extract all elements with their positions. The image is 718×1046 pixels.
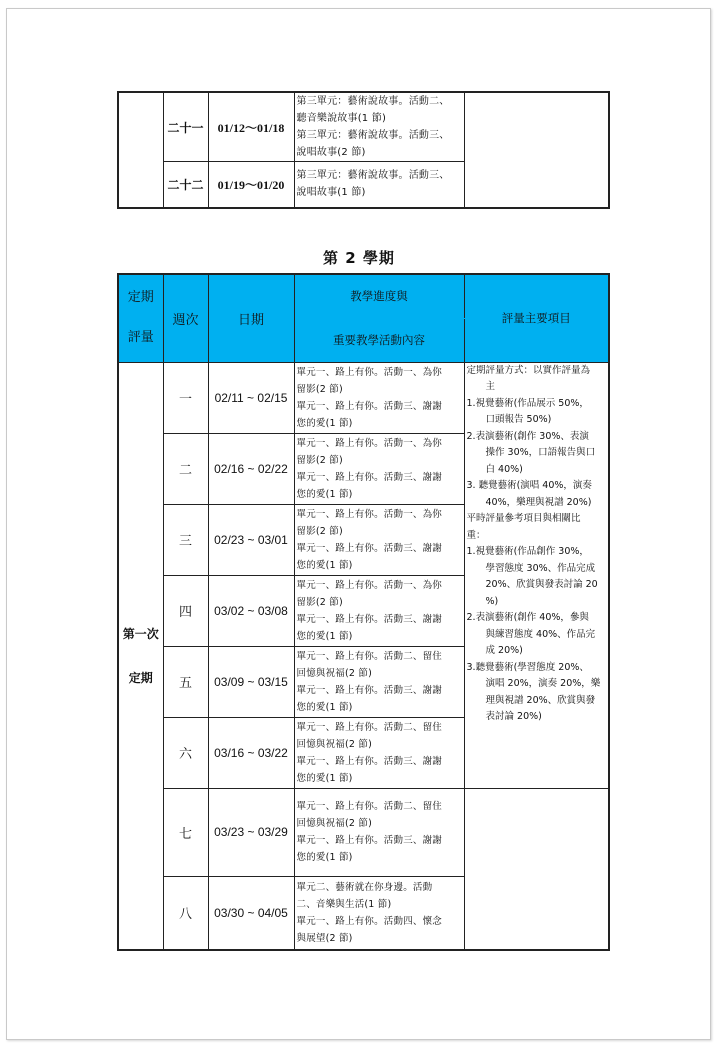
content-cell: 第三單元：藝術說故事。活動三、 說唱故事(1 節) [294,162,464,208]
date-cell: 03/30 ~ 04/05 [208,876,294,950]
date-cell: 01/19～01/20 [208,162,294,208]
eval-cell-empty [464,92,609,208]
week-cell: 七 [163,788,208,876]
date-cell: 03/16 ~ 03/22 [208,717,294,788]
content-cell: 單元一、路上有你。活動二、留住 回憶與祝福(2 節) 單元一、路上有你。活動三、謝謝 您的愛(1 節) [294,788,464,876]
semester-title: 第 2 學期 [323,249,395,267]
header-row [118,274,609,318]
date-cell: 03/23 ~ 03/29 [208,788,294,876]
week-cell: 三 [163,504,208,575]
exam-label-cell: 第一次 定期 [118,362,163,950]
header-progress-top: 教學進度與 [294,274,464,318]
date-cell: 02/23 ~ 03/01 [208,504,294,575]
header-period: 定期 評量 [118,274,163,362]
eval-cell-empty [464,788,609,950]
content-cell: 單元一、路上有你。活動二、留住 回憶與祝福(2 節) 單元一、路上有你。活動三、謝謝 您的愛(1 節) [294,646,464,717]
header-eval: 評量主要項目 [464,274,609,362]
week-cell: 二十一 [163,92,208,162]
date-cell: 02/11 ~ 02/15 [208,362,294,433]
week-cell: 八 [163,876,208,950]
date-cell: 03/09 ~ 03/15 [208,646,294,717]
table-row [118,92,609,162]
week-cell: 四 [163,575,208,646]
week-cell: 二十二 [163,162,208,208]
first-semester-tail-table [117,91,610,209]
date-cell: 03/02 ~ 03/08 [208,575,294,646]
content-cell: 單元一、路上有你。活動一、為你 留影(2 節) 單元一、路上有你。活動三、謝謝 您的愛(1 節) [294,362,464,433]
content-cell: 第三單元：藝術說故事。活動二、 聽音樂說故事(1 節) 第三單元：藝術說故事。活動三、 說唱故事(2 節) [294,92,464,162]
content-cell: 單元二、藝術就在你身邊。活動 二、音樂與生活(1 節) 單元一、路上有你。活動四、懷念 與展望(2 節) [294,876,464,950]
week-cell: 六 [163,717,208,788]
exam-cell-empty [118,92,163,208]
date-cell: 02/16 ~ 02/22 [208,433,294,504]
header-date: 日期 [208,274,294,362]
table-row [118,362,609,433]
header-progress-bottom: 重要教學活動內容 [294,318,464,362]
second-semester-table [117,273,610,951]
table-row [118,788,609,876]
date-cell: 01/12～01/18 [208,92,294,162]
week-cell: 二 [163,433,208,504]
content-cell: 單元一、路上有你。活動一、為你 留影(2 節) 單元一、路上有你。活動三、謝謝 您的愛(1 節) [294,575,464,646]
eval-items-cell: 定期評量方式：以實作評量為 主 1.視覺藝術(作品展示 50%， 口頭報告 50%) 2.表演藝術(創作 30%、表演 操作 30%，口語報告與口 白 40%) 3. 聽覺藝術(演唱 40%，演奏 40%，樂理與視譜 20%) 平時評量參考項目與相關比 重： 1.視覺藝術(作品創作 30%， 學習態度 30%、作品完成 20%、欣賞與發表討論 20 %) 2.表演藝術(創作 40%，參與 與練習態度 40%、作品完 成 20%) 3.聽覺藝術(學習態度 20%、 演唱 20%，演奏 20%，樂 理與視譜 20%、欣賞與發 表討論 20%) [464,362,609,788]
header-week: 週次 [163,274,208,362]
week-cell: 一 [163,362,208,433]
week-cell: 五 [163,646,208,717]
content-cell: 單元一、路上有你。活動二、留住 回憶與祝福(2 節) 單元一、路上有你。活動三、謝謝 您的愛(1 節) [294,717,464,788]
content-cell: 單元一、路上有你。活動一、為你 留影(2 節) 單元一、路上有你。活動三、謝謝 您的愛(1 節) [294,433,464,504]
content-cell: 單元一、路上有你。活動一、為你 留影(2 節) 單元一、路上有你。活動三、謝謝 您的愛(1 節) [294,504,464,575]
